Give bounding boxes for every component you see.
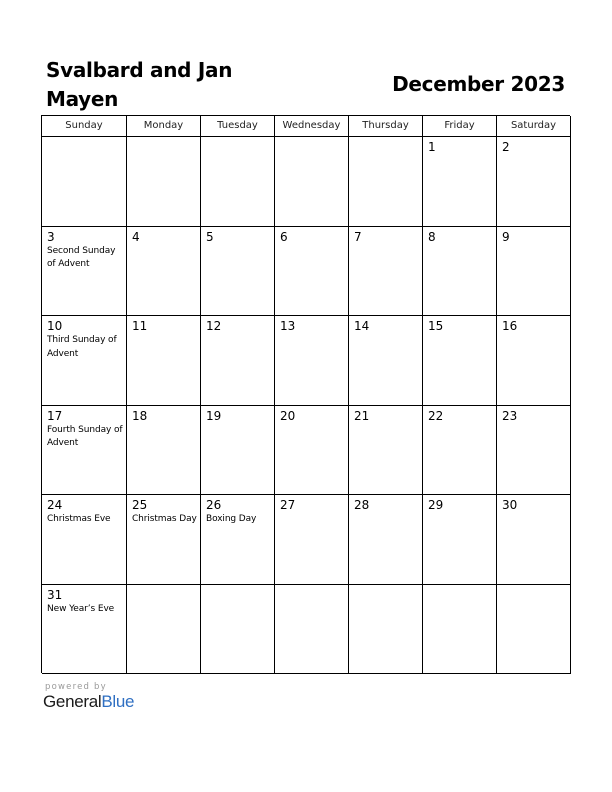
day-cell <box>423 137 497 227</box>
day-number: 1 <box>428 140 436 154</box>
day-cell <box>127 495 201 585</box>
holiday-label: Third Sunday of Advent <box>47 335 117 359</box>
day-cell <box>349 495 423 585</box>
day-number: 29 <box>428 498 444 512</box>
day-number: 27 <box>280 498 296 512</box>
day-cell <box>42 137 127 227</box>
day-cell <box>423 227 497 317</box>
holiday-label: Christmas Eve <box>47 514 111 524</box>
day-cell <box>497 406 571 496</box>
day-cell <box>275 495 349 585</box>
day-number: 2 <box>502 140 510 154</box>
day-cell <box>275 406 349 496</box>
weekday-header-wednesday: Wednesday <box>275 116 349 137</box>
day-number: 17 <box>47 408 63 423</box>
day-number: 24 <box>47 498 63 512</box>
calendar-grid <box>41 115 570 673</box>
day-cell <box>275 227 349 317</box>
day-cell <box>127 227 201 317</box>
day-cell <box>42 406 127 496</box>
day-number: 5 <box>206 229 214 244</box>
holiday-label: New Year’s Eve <box>47 603 115 614</box>
powered-by-text: powered by <box>45 682 107 692</box>
day-cell <box>42 316 127 406</box>
day-number: 15 <box>428 319 444 333</box>
day-number: 13 <box>280 319 296 333</box>
day-number: 18 <box>132 408 148 423</box>
day-cell <box>42 227 127 317</box>
day-number: 12 <box>206 319 222 333</box>
day-number: 14 <box>354 319 370 333</box>
day-cell <box>497 495 571 585</box>
weekday-header-thursday: Thursday <box>349 116 423 137</box>
day-cell <box>349 316 423 406</box>
day-number: 20 <box>280 408 296 423</box>
day-number: 22 <box>428 408 444 423</box>
weekday-header-monday: Monday <box>127 116 201 137</box>
day-cell <box>201 495 275 585</box>
day-number: 11 <box>132 319 148 333</box>
day-cell <box>127 137 201 227</box>
weekday-header-friday: Friday <box>423 116 497 137</box>
holiday-label: Christmas Day <box>132 514 197 524</box>
day-number: 28 <box>354 498 370 512</box>
day-cell <box>497 227 571 317</box>
day-number: 9 <box>502 229 510 244</box>
day-number: 21 <box>354 408 370 423</box>
brand-blue-text: Blue <box>101 692 135 711</box>
day-number: 25 <box>132 498 148 512</box>
day-number: 7 <box>354 229 362 244</box>
day-cell <box>201 585 275 675</box>
brand-logo[interactable] <box>43 692 134 712</box>
day-number: 4 <box>132 229 140 244</box>
day-cell <box>275 316 349 406</box>
day-cell <box>42 585 127 675</box>
day-number: 30 <box>502 498 518 512</box>
day-cell <box>497 585 571 675</box>
day-cell <box>201 227 275 317</box>
brand-general-text: General <box>43 692 102 711</box>
day-number: 19 <box>206 408 222 423</box>
day-number: 26 <box>206 498 222 512</box>
day-cell <box>127 316 201 406</box>
footer-branding <box>43 682 134 712</box>
country-title: Svalbard and Jan Mayen <box>46 58 233 111</box>
day-number: 3 <box>47 229 55 244</box>
day-cell <box>275 137 349 227</box>
day-cell <box>423 585 497 675</box>
day-cell <box>349 585 423 675</box>
day-cell <box>423 495 497 585</box>
day-cell <box>423 316 497 406</box>
day-cell <box>349 137 423 227</box>
day-number: 10 <box>47 319 63 333</box>
holiday-label: Fourth Sunday of Advent <box>47 424 123 448</box>
holiday-label: Boxing Day <box>206 514 257 524</box>
holiday-label: Second Sunday of Advent <box>47 245 116 269</box>
day-cell <box>497 316 571 406</box>
day-cell <box>497 137 571 227</box>
day-cell <box>127 406 201 496</box>
day-cell <box>349 227 423 317</box>
day-cell <box>201 137 275 227</box>
weekday-header-sunday: Sunday <box>42 116 127 137</box>
day-cell <box>275 585 349 675</box>
day-number: 23 <box>502 408 518 423</box>
day-cell <box>201 316 275 406</box>
day-cell <box>423 406 497 496</box>
day-number: 8 <box>428 229 436 244</box>
day-cell <box>201 406 275 496</box>
day-cell <box>42 495 127 585</box>
day-number: 6 <box>280 229 288 244</box>
day-number: 31 <box>47 587 63 602</box>
day-number: 16 <box>502 319 518 333</box>
weekday-header-saturday: Saturday <box>497 116 571 137</box>
day-cell <box>349 406 423 496</box>
weekday-header-tuesday: Tuesday <box>201 116 275 137</box>
month-title: December 2023 <box>392 72 565 96</box>
day-cell <box>127 585 201 675</box>
